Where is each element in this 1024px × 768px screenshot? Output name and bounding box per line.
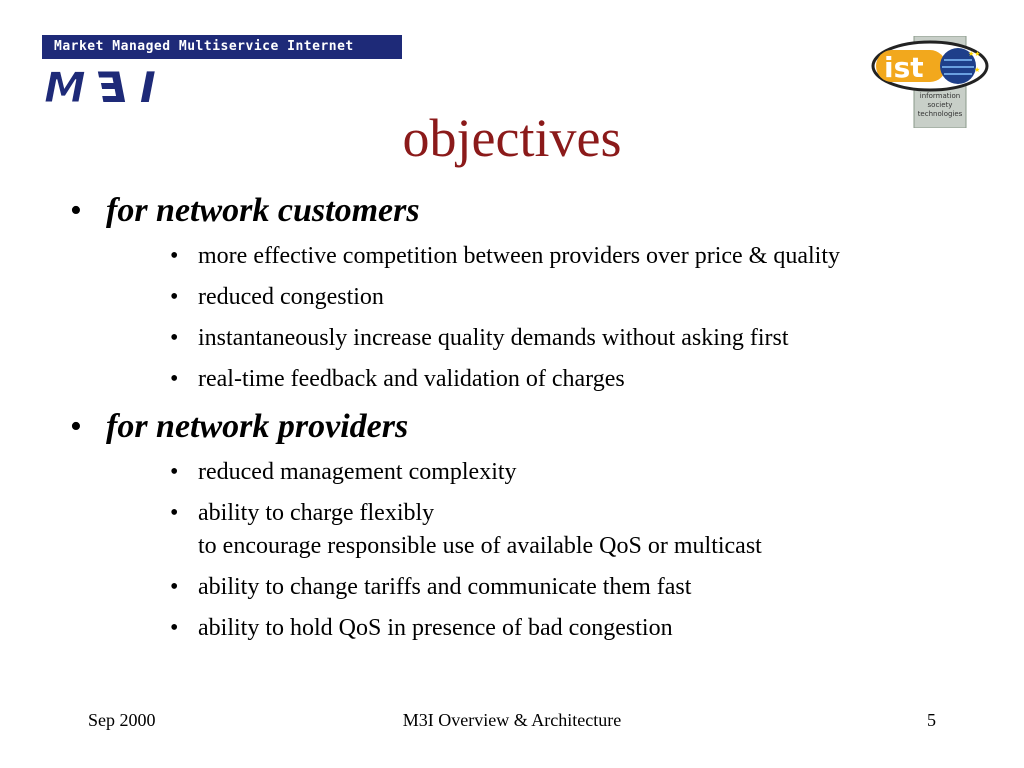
m3i-logo-mark — [40, 64, 170, 110]
page-number: 5 — [927, 710, 936, 730]
section-heading — [70, 190, 990, 232]
header-banner: Market Managed Multiservice Internet — [42, 35, 402, 59]
section-providers — [70, 406, 990, 645]
list-item — [170, 281, 990, 314]
svg-text:I: I — [140, 64, 157, 110]
section-customers — [70, 190, 990, 396]
ist-caption-line: technologies — [917, 110, 963, 118]
list-item-text: reduced management complexity — [198, 459, 517, 485]
list-item-text: reduced congestion — [198, 284, 384, 310]
list-item — [170, 322, 990, 355]
bullet-icon: • — [170, 366, 179, 392]
ist-caption-line: society — [927, 101, 953, 109]
slide-body — [70, 190, 990, 655]
bullet-icon: • — [170, 574, 179, 600]
list-item-text: ability to hold QoS in presence of bad congestion — [198, 615, 673, 641]
list-item — [170, 363, 990, 396]
svg-text:★★: ★★ — [968, 50, 981, 58]
list-item-text: ability to charge flexibly to encourage responsible use of available QoS or multicast — [198, 500, 762, 559]
section-heading-text: for network customers — [106, 192, 420, 229]
section-heading-text: for network providers — [106, 408, 409, 445]
svg-text:E: E — [96, 64, 126, 110]
ist-caption-line: information — [919, 92, 961, 100]
list-item-text: ability to change tariffs and communicate them fast — [198, 574, 692, 600]
slide-footer — [0, 708, 1024, 732]
section-heading — [70, 406, 990, 448]
bullet-icon: • — [170, 325, 179, 351]
svg-text:★: ★ — [974, 66, 981, 74]
footer-date: Sep 2000 — [88, 710, 156, 730]
list-item — [170, 571, 990, 604]
list-item — [170, 240, 990, 273]
bullet-icon: • — [170, 284, 179, 310]
bullet-icon: • — [70, 408, 82, 445]
list-item-text: more effective competition between providers over price & quality — [198, 243, 840, 269]
footer-title: M3I Overview & Architecture — [402, 710, 622, 730]
list-item-text: instantaneously increase quality demands without asking first — [198, 325, 789, 351]
bullet-icon: • — [170, 459, 179, 485]
list-item — [170, 456, 990, 489]
bullet-icon: • — [170, 615, 179, 641]
slide-title: objectives — [402, 108, 622, 168]
bullet-icon: • — [170, 243, 179, 269]
bullet-icon: • — [170, 500, 179, 526]
list-item-text: real-time feedback and validation of charges — [198, 366, 625, 392]
list-item — [170, 612, 990, 645]
svg-text:M: M — [44, 64, 87, 110]
bullet-icon: • — [70, 192, 82, 229]
ist-mark-text: ist — [884, 51, 924, 84]
list-item — [170, 497, 990, 563]
